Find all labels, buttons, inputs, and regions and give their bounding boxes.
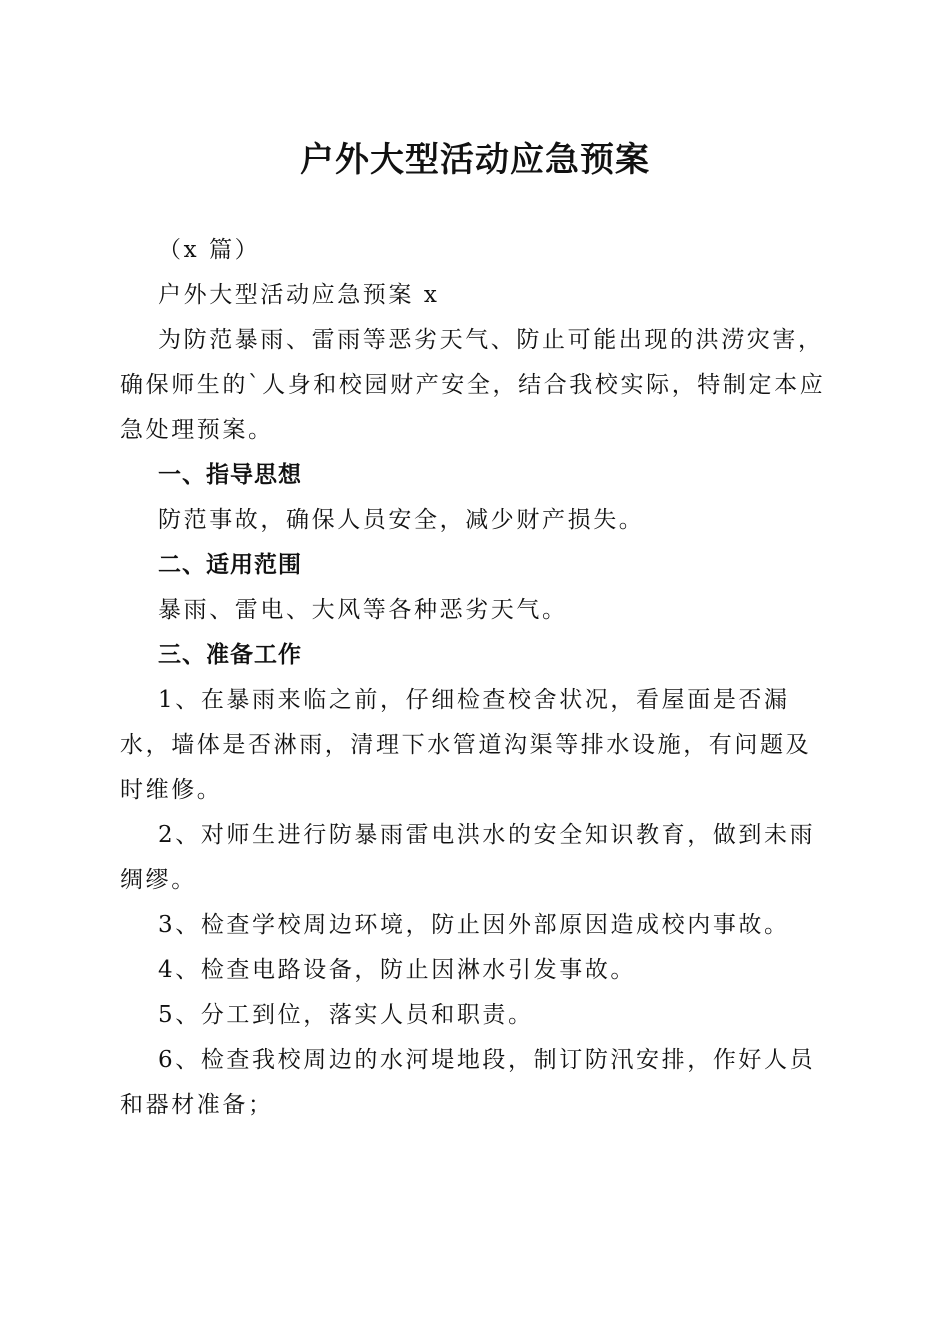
section-heading-scope: 二、适用范围 (158, 552, 302, 578)
paragraph-preparation-3: 3、检查学校周边环境，防止因外部原因造成校内事故。 (158, 912, 790, 938)
document-title: 户外大型活动应急预案 (300, 140, 650, 180)
paragraph-preparation-2: 2、对师生进行防暴雨雷电洪水的安全知识教育，做到未雨绸缪。 (120, 822, 816, 893)
paragraph-preparation-4: 4、检查电路设备，防止因淋水引发事故。 (158, 957, 637, 983)
paragraph-guiding-thought: 防范事故，确保人员安全，减少财产损失。 (158, 507, 645, 533)
paragraph-preparation-1: 1、在暴雨来临之前，仔细检查校舍状况，看屋面是否漏水，墙体是否淋雨，清理下水管道沟渠等排水设施，有问题及时维修。 (120, 687, 812, 803)
section-heading-preparation: 三、准备工作 (158, 642, 302, 668)
paragraph-preparation-5: 5、分工到位，落实人员和职责。 (158, 1002, 534, 1028)
document-body (120, 228, 832, 1128)
paragraph-preparation-6: 6、检查我校周边的水河堤地段，制订防汛安排，作好人员和器材准备； (120, 1047, 816, 1118)
paragraph-subtitle: 户外大型活动应急预案 x (158, 282, 440, 308)
paragraph-scope: 暴雨、雷电、大风等各种恶劣天气。 (158, 597, 568, 623)
section-heading-guiding-thought: 一、指导思想 (158, 462, 302, 488)
paragraph-intro: 为防范暴雨、雷雨等恶劣天气、防止可能出现的洪涝灾害，确保师生的`人身和校园财产安全，结合我校实际，特制定本应急处理预案。 (120, 327, 826, 443)
paragraph-subtitle-count: （x 篇） (158, 237, 261, 263)
